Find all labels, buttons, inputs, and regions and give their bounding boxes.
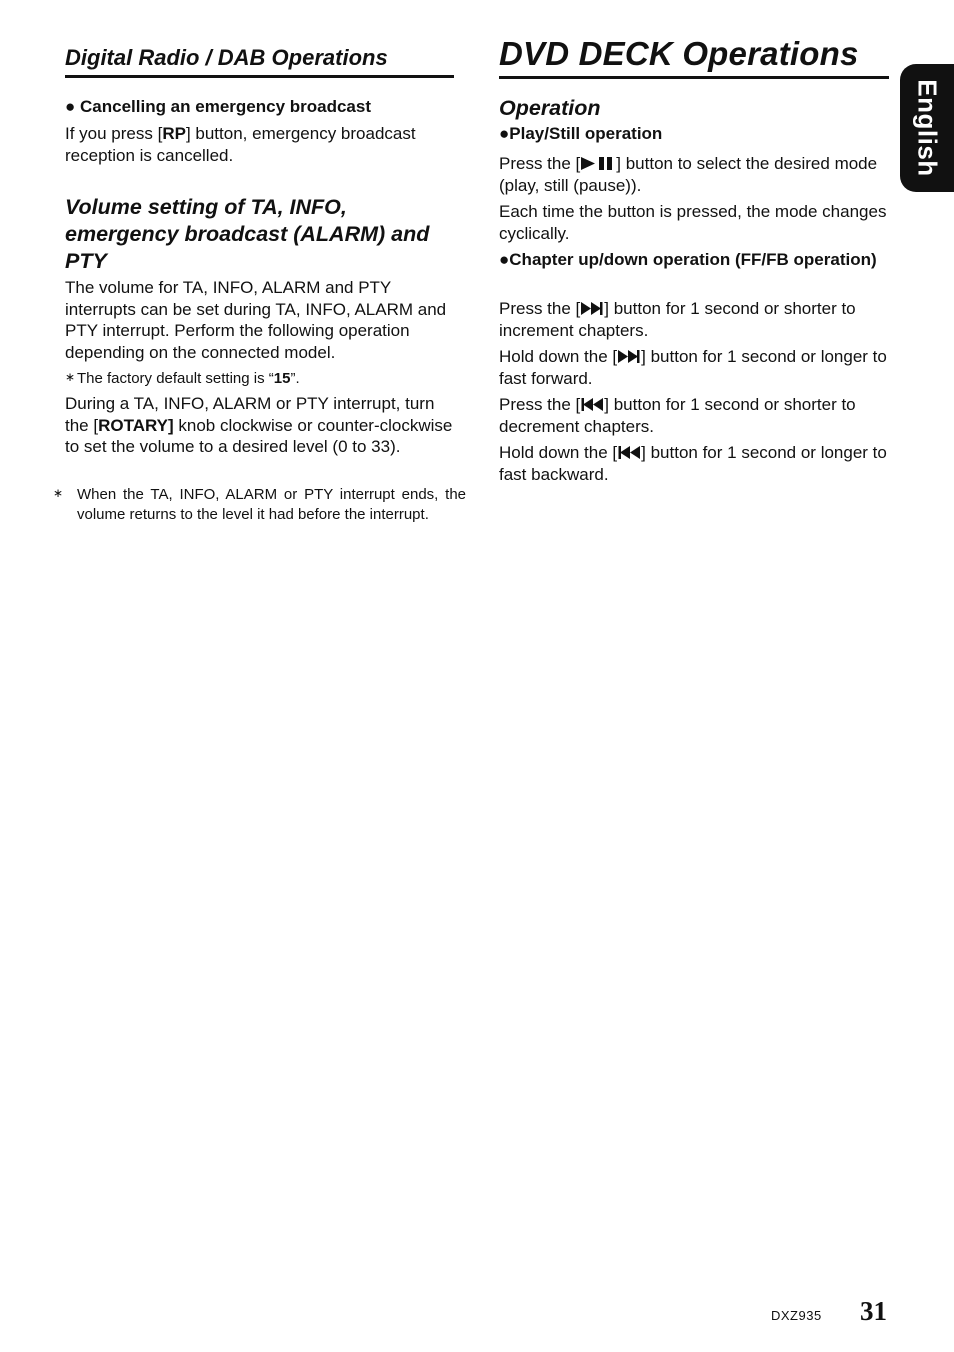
chapter-paragraph-3: Press the [ ] button for 1 second or shorter to decrement chapters. (499, 395, 856, 436)
bullet-icon: ● (499, 250, 510, 269)
asterisk-icon: ∗ (65, 370, 76, 384)
volume-note-1: ∗ The factory default setting is “15”. (65, 370, 300, 387)
cancel-heading: ● Cancelling an emergency broadcast (65, 97, 371, 116)
volume-heading: Volume setting of TA, INFO, emergency broadcast (ALARM) and PTY (65, 195, 430, 273)
skip-forward-icon (617, 349, 641, 364)
model-number: DXZ935 (771, 1308, 822, 1323)
asterisk-icon: ∗ (53, 486, 64, 500)
section-title-dab: Digital Radio / DAB Operations (65, 45, 454, 78)
skip-back-icon (580, 397, 604, 412)
operation-heading: Operation (499, 96, 601, 120)
play-paragraph-2: Each time the button is pressed, the mode changes cyclically. (499, 202, 887, 243)
play-pause-icon (580, 156, 616, 171)
play-still-heading: ●Play/Still operation (499, 124, 663, 143)
bullet-icon: ● (65, 97, 76, 116)
chapter-heading: ●Chapter up/down operation (FF/FB operation) (499, 250, 877, 269)
skip-forward-icon (580, 301, 604, 316)
page-title: DVD DECK Operations (499, 36, 889, 79)
page-number: 31 (860, 1296, 887, 1326)
volume-paragraph-1: The volume for TA, INFO, ALARM and PTY interrupts can be set during TA, INFO, ALARM and PTY interrupt. Perform the following operation depending on the connected model. (65, 278, 447, 362)
chapter-paragraph-2: Hold down the [ ] button for 1 second or longer to fast forward. (499, 347, 887, 388)
skip-back-icon (617, 445, 641, 460)
volume-paragraph-2: During a TA, INFO, ALARM or PTY interrupt, turn the [ROTARY] knob clockwise or counter-clockwise to set the volume to a desired level (0 to 33). (65, 394, 453, 457)
volume-note-2: ∗ When the TA, INFO, ALARM or PTY interrupt ends, the volume returns to the level it had before the interrupt. (53, 486, 466, 523)
chapter-paragraph-1: Press the [ ] button for 1 second or shorter to increment chapters. (499, 299, 856, 340)
language-tab (900, 64, 954, 192)
language-tab-label: English (912, 79, 943, 177)
chapter-paragraph-4: Hold down the [ ] button for 1 second or longer to fast backward. (499, 443, 887, 484)
bullet-icon: ● (499, 124, 510, 143)
play-paragraph-1: Press the [ ] button to select the desired mode (play, still (pause)). (499, 154, 878, 195)
cancel-paragraph: If you press [RP] button, emergency broadcast reception is cancelled. (65, 124, 416, 165)
